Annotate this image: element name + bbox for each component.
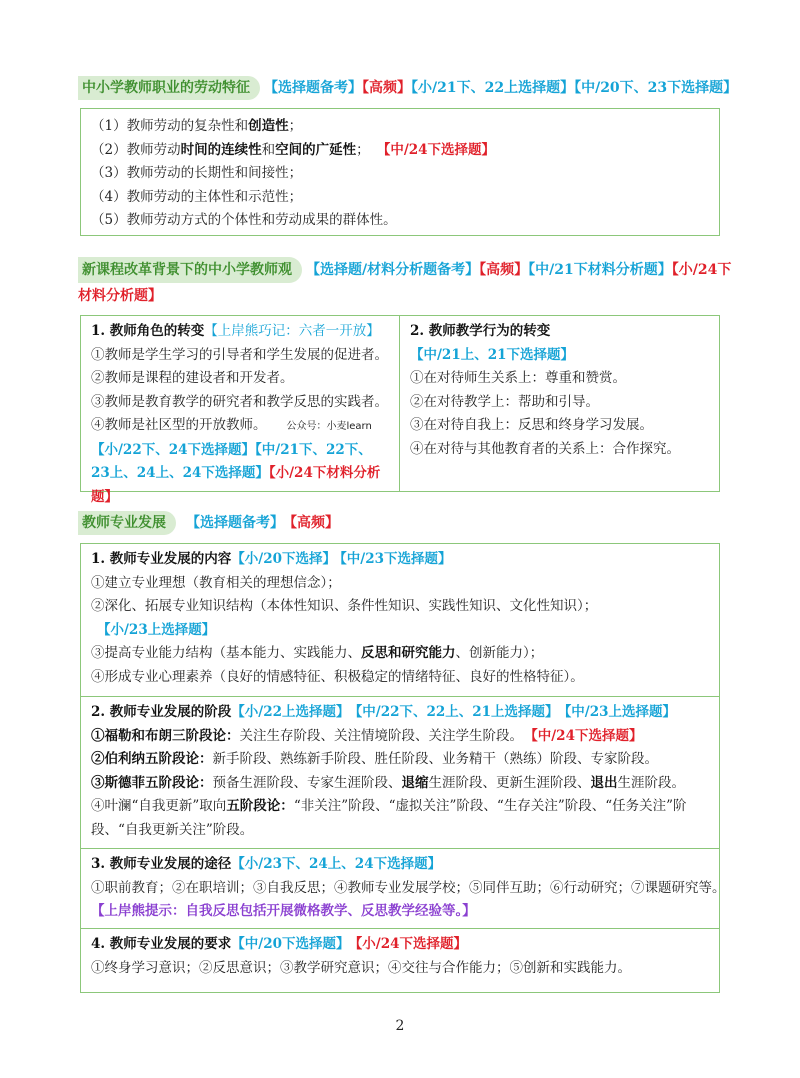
- page-number: 2: [395, 1018, 405, 1034]
- list-item: ①教师是学生学习的引导者和学生发展的促进者。: [91, 346, 388, 363]
- block-heading: 2. 教师专业发展的阶段: [91, 704, 232, 720]
- list-item: （1）教师劳动的复杂性和创造性；: [91, 118, 303, 134]
- block-heading: 3. 教师专业发展的途径: [91, 856, 232, 872]
- tag: 【上岸熊巧记：六者一开放】: [204, 323, 380, 339]
- list-item: （4）教师劳动的主体性和示范性；: [91, 188, 303, 205]
- list-item: ④形成专业心理素养（良好的情感特征、积极稳定的情绪特征、良好的性格特征）。: [91, 668, 584, 685]
- list-item: （5）教师劳动方式的个体性和劳动成果的群体性。: [91, 212, 397, 228]
- column-heading: 2. 教师教学行为的转变: [410, 323, 551, 339]
- list-item: （3）教师劳动的长期性和间接性；: [91, 165, 303, 181]
- tag: 【高频】: [362, 80, 411, 96]
- labor-features-box: [80, 108, 720, 236]
- list-item: ③教师是教育教学的研究者和教学反思的实践者。: [91, 393, 388, 410]
- tag: 【中/21下材料分析题】: [528, 262, 672, 278]
- list-item: ④在对待与其他教育者的关系上：合作探究。: [410, 440, 680, 457]
- section-title: 新课程改革背景下的中小学教师观: [78, 257, 302, 283]
- section-heading-labor-features: [78, 76, 740, 100]
- tag: 【中/21上、21下选择题】: [410, 346, 575, 363]
- tag: 【选择题/材料分析题备考】: [306, 262, 480, 278]
- watermark-note: 公众号：小麦learn: [286, 421, 372, 432]
- dev-requirements-block: 4. 教师专业发展的要求【中/20下选择题】 【小/24下选择题】 ①终身学习意识；②反思意识；③教学研究意识；④交往与合作能力；⑤创新和实践能力。: [81, 928, 719, 984]
- list-item: ②深化、拓展专业知识结构（本体性知识、条件性知识、实践性知识、文化性知识）；【小/23上选择题】: [91, 598, 598, 638]
- professional-development-box: [80, 543, 726, 993]
- section-title: 教师专业发展: [78, 511, 176, 535]
- tag-group: 【小/22下、24下选择题】【中/21下、22下、23上、24上、24下选择题】【小/24下材料分析题】: [91, 441, 381, 505]
- dev-content-block: 1. 教师专业发展的内容【小/20下选择】 【中/23下选择题】 ①建立专业理想（教育相关的理想信念）； ②深化、拓展专业知识结构（本体性知识、条件性知识、实践性知识、文化性知识）；【小/23上选择题】 ③提高专业能力结构（基本能力、实践能力、反思和研究能力、创新能力）； ④形成专业心理素养（良好的情感特征、积极稳定的情绪特征、良好的性格特征）。: [81, 544, 719, 696]
- tag: 【高频】: [479, 262, 529, 278]
- list-item: ④叶澜“自我更新”取向五阶段论：“非关注”阶段、“虚拟关注”阶段、“生存关注”阶段、“任务关注”阶段、“自我更新关注”阶段。: [91, 798, 687, 838]
- list-item: ②在对待教学上：帮助和引导。: [410, 393, 599, 410]
- section-heading-professional-development: [78, 511, 740, 535]
- tip-note: 【上岸熊提示：自我反思包括开展微格教学、反思教学经验等。】: [91, 903, 476, 919]
- list-item: ②伯利纳五阶段论：新手阶段、熟练新手阶段、胜任阶段、业务精干（熟练）阶段、专家阶段。: [91, 751, 658, 767]
- role-change-column: [81, 316, 399, 505]
- tag: 【高频】: [290, 515, 339, 531]
- teacher-view-box: [80, 315, 720, 505]
- column-heading: 1. 教师角色的转变: [91, 323, 205, 339]
- list-item: ④教师是社区型的开放教师。 公众号：小麦learn: [91, 417, 372, 433]
- block-heading: 1. 教师专业发展的内容: [91, 551, 232, 567]
- block-heading: 4. 教师专业发展的要求: [91, 936, 232, 952]
- list-item: ①福勒和布朗三阶段论：关注生存阶段、关注情境阶段、关注学生阶段。 【中/24下选择题】: [91, 727, 643, 744]
- list-item: （2）教师劳动时间的连续性和空间的广延性； 【中/24下选择题】: [91, 141, 496, 158]
- list-item: ①职前教育；②在职培训；③自我反思；④教师专业发展学校；⑤同伴互助；⑥行动研究；⑦课题研究等。: [91, 879, 726, 896]
- list-item: ②教师是课程的建设者和开发者。: [91, 370, 294, 386]
- list-item: ①建立专业理想（教育相关的理想信念）；: [91, 574, 341, 591]
- tag: 【选择题备考】: [264, 80, 362, 96]
- list-item: ③在对待自我上：反思和终身学习发展。: [410, 417, 653, 433]
- dev-paths-block: 3. 教师专业发展的途径【小/23下、24上、24下选择题】 ①职前教育；②在职培训；③自我反思；④教师专业发展学校；⑤同伴互助；⑥行动研究；⑦课题研究等。 【上岸熊提示：自我反思包括开展微格教学、反思教学经验等。】: [81, 848, 719, 928]
- list-item: ③斯德菲五阶段论：预备生涯阶段、专家生涯阶段、退缩生涯阶段、更新生涯阶段、退出生涯阶段。: [91, 774, 685, 791]
- tag: 【中/20下、23下选择题】: [574, 80, 738, 96]
- tag: 【小/21下、22上选择题】: [411, 80, 575, 96]
- tag: 【选择题备考】: [186, 515, 284, 531]
- dev-stages-block: 2. 教师专业发展的阶段【小/22上选择题】 【中/22下、22上、21上选择题】 【中/23上选择题】 ①福勒和布朗三阶段论：关注生存阶段、关注情境阶段、关注学生阶段。 【中/24下选择题】 ②伯利纳五阶段论：新手阶段、熟练新手阶段、胜任阶段、业务精干（熟练）阶段、专家阶段。 ③斯德菲五阶段论：预备生涯阶段、专家生涯阶段、退缩生涯阶段、更新生涯阶段、退出生涯阶段。 ④叶澜“自我更新”取向五阶段论：“非关注”阶段、“虚拟关注”阶段、“生存关注”阶段、“任务关注”阶段、“自我更新关注”阶段。: [81, 696, 719, 848]
- section-title: 中小学教师职业的劳动特征: [78, 76, 260, 100]
- list-item: ③提高专业能力结构（基本能力、实践能力、反思和研究能力、创新能力）；: [91, 645, 544, 661]
- list-item: ①终身学习意识；②反思意识；③教学研究意识；④交往与合作能力；⑤创新和实践能力。: [91, 959, 631, 976]
- tag: 【小/24下材料分析题】: [78, 262, 732, 304]
- behavior-change-column: [399, 316, 719, 491]
- section-heading-teacher-view: [78, 257, 740, 309]
- list-item: ①在对待师生关系上：尊重和赞赏。: [410, 370, 626, 386]
